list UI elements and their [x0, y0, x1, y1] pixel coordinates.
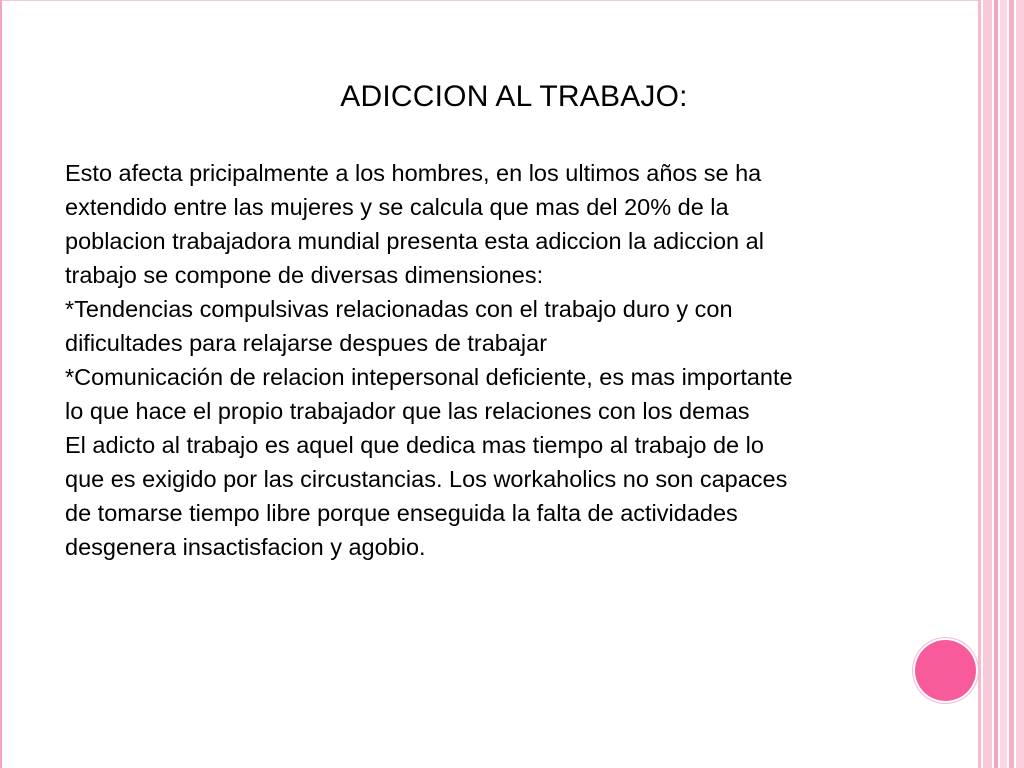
body-line: El adicto al trabajo es aquel que dedica mas tiempo al trabajo de lo: [65, 432, 764, 458]
body-line: desgenera insactisfacion y agobio.: [65, 534, 426, 560]
body-line: trabajo se compone de diversas dimensiones:: [65, 262, 544, 288]
stripe: [978, 0, 981, 768]
body-line: *Tendencias compulsivas relacionadas con el trabajo duro y con: [65, 296, 733, 322]
body-line: dificultades para relajarse despues de trabajar: [65, 330, 548, 356]
body-line: que es exigido por las circustancias. Los workaholics no son capaces: [65, 466, 788, 492]
stripe: [983, 0, 992, 768]
body-line: Esto afecta pricipalmente a los hombres, en los ultimos años se ha: [65, 160, 762, 186]
body-line: poblacion trabajadora mundial presenta esta adiccion la adiccion al: [65, 228, 764, 254]
body-line: *Comunicación de relacion intepersonal deficiente, es mas importante: [65, 364, 793, 390]
stripe: [1000, 0, 1007, 768]
stripe: [1016, 0, 1024, 768]
decorative-side-stripes: [978, 0, 1024, 768]
slide-body: [65, 156, 965, 564]
slide-title: ADICCION AL TRABAJO:: [340, 80, 688, 113]
body-line: extendido entre las mujeres y se calcula que mas del 20% de la: [65, 194, 729, 220]
stripe: [1009, 0, 1014, 768]
stripe: [994, 0, 998, 768]
decorative-pink-circle: [915, 640, 976, 701]
slide-top-border: [2, 0, 980, 1]
body-line: de tomarse tiempo libre porque enseguida la falta de actividades: [65, 500, 738, 526]
body-line: lo que hace el propio trabajador que las relaciones con los demas: [65, 398, 750, 424]
